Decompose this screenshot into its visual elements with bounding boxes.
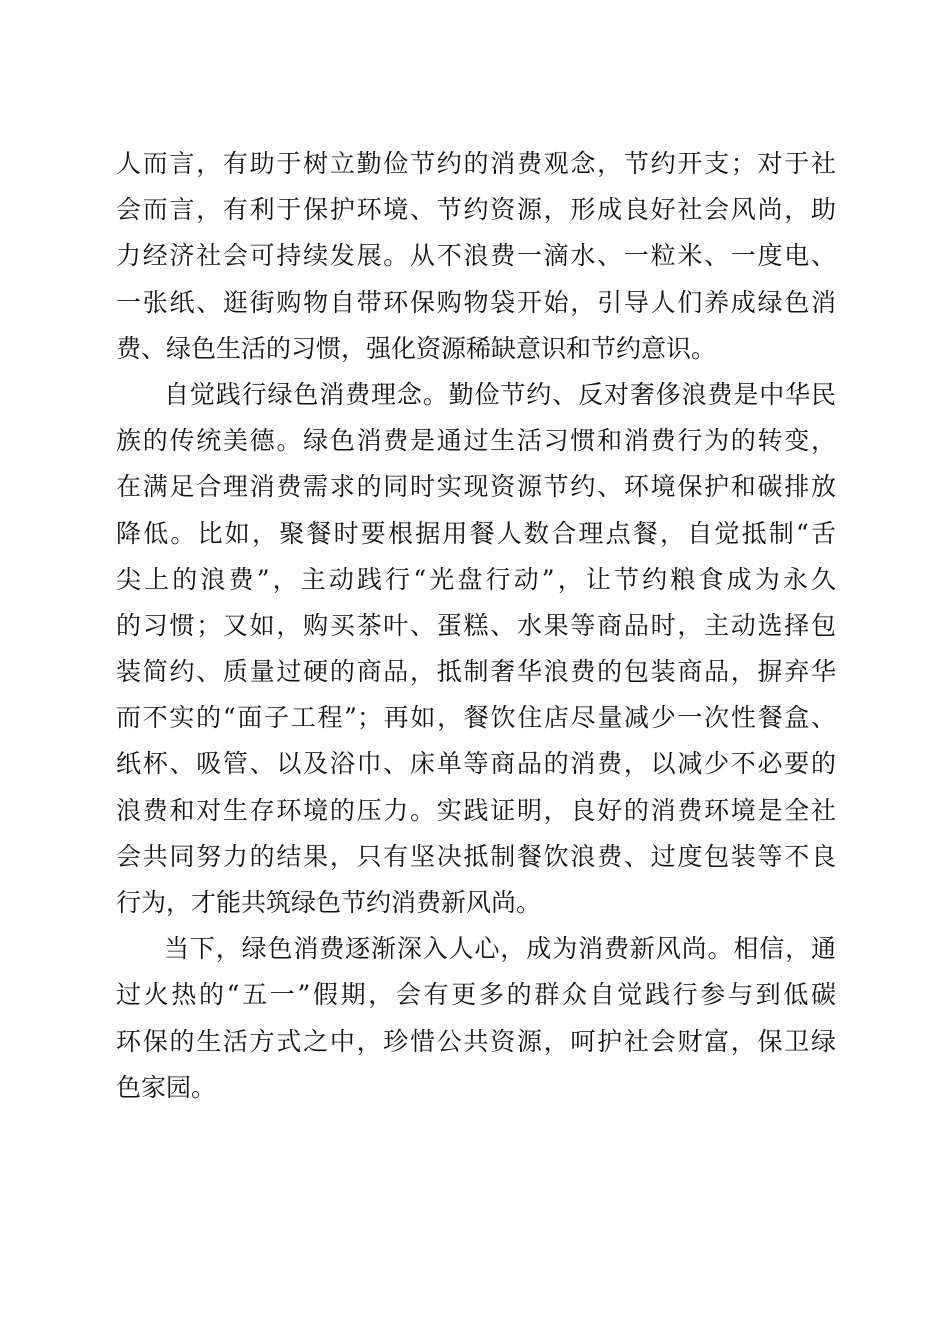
text-line: 纸杯、吸管、以及浴巾、床单等商品的消费，以减少不必要的 (116, 749, 836, 779)
text-line: 会共同努力的结果，只有坚决抵制餐饮浪费、过度包装等不良 (116, 841, 836, 871)
text-line: 力经济社会可持续发展。从不浪费一滴水、一粒米、一度电、 (116, 241, 836, 271)
text-line: 会而言，有利于保护环境、节约资源，形成良好社会风尚，助 (116, 195, 836, 225)
text-line: 自觉践行绿色消费理念。勤俭节约、反对奢侈浪费是中华民 (164, 379, 836, 409)
paragraph-1 (116, 141, 836, 372)
text-line: 过火热的“五一”假期，会有更多的群众自觉践行参与到低碳 (116, 980, 836, 1010)
text-line: 人而言，有助于树立勤俭节约的消费观念，节约开支；对于社 (116, 149, 836, 178)
paragraph-2 (116, 372, 836, 926)
text-line: 行为，才能共筑绿色节约消费新风尚。 (116, 888, 542, 917)
text-line: 在满足合理消费需求的同时实现资源节约、环境保护和碳排放 (116, 472, 836, 502)
text-line: 环保的生活方式之中，珍惜公共资源，呵护社会财富，保卫绿 (116, 1026, 836, 1056)
text-line: 当下，绿色消费逐渐深入人心，成为消费新风尚。相信，通 (164, 934, 836, 964)
paragraph-3 (116, 926, 836, 1111)
text-line: 族的传统美德。绿色消费是通过生活习惯和消费行为的转变， (116, 426, 836, 456)
text-line: 色家园。 (116, 1072, 217, 1102)
text-line: 而不实的“面子工程”；再如，餐饮住店尽量减少一次性餐盒、 (116, 703, 836, 733)
text-line: 一张纸、逛街购物自带环保购物袋开始，引导人们养成绿色消 (116, 287, 836, 317)
text-line: 尖上的浪费”，主动践行“光盘行动”，让节约粮食成为永久 (116, 564, 836, 594)
text-line: 费、绿色生活的习惯，强化资源稀缺意识和节约意识。 (116, 333, 717, 363)
text-line: 浪费和对生存环境的压力。实践证明，良好的消费环境是全社 (116, 795, 836, 825)
document-body (116, 141, 836, 1111)
text-line: 装简约、质量过硬的商品，抵制奢华浪费的包装商品，摒弃华 (116, 657, 836, 687)
text-line: 降低。比如，聚餐时要根据用餐人数合理点餐，自觉抵制“舌 (116, 518, 836, 548)
text-line: 的习惯；又如，购买茶叶、蛋糕、水果等商品时，主动选择包 (116, 610, 836, 640)
